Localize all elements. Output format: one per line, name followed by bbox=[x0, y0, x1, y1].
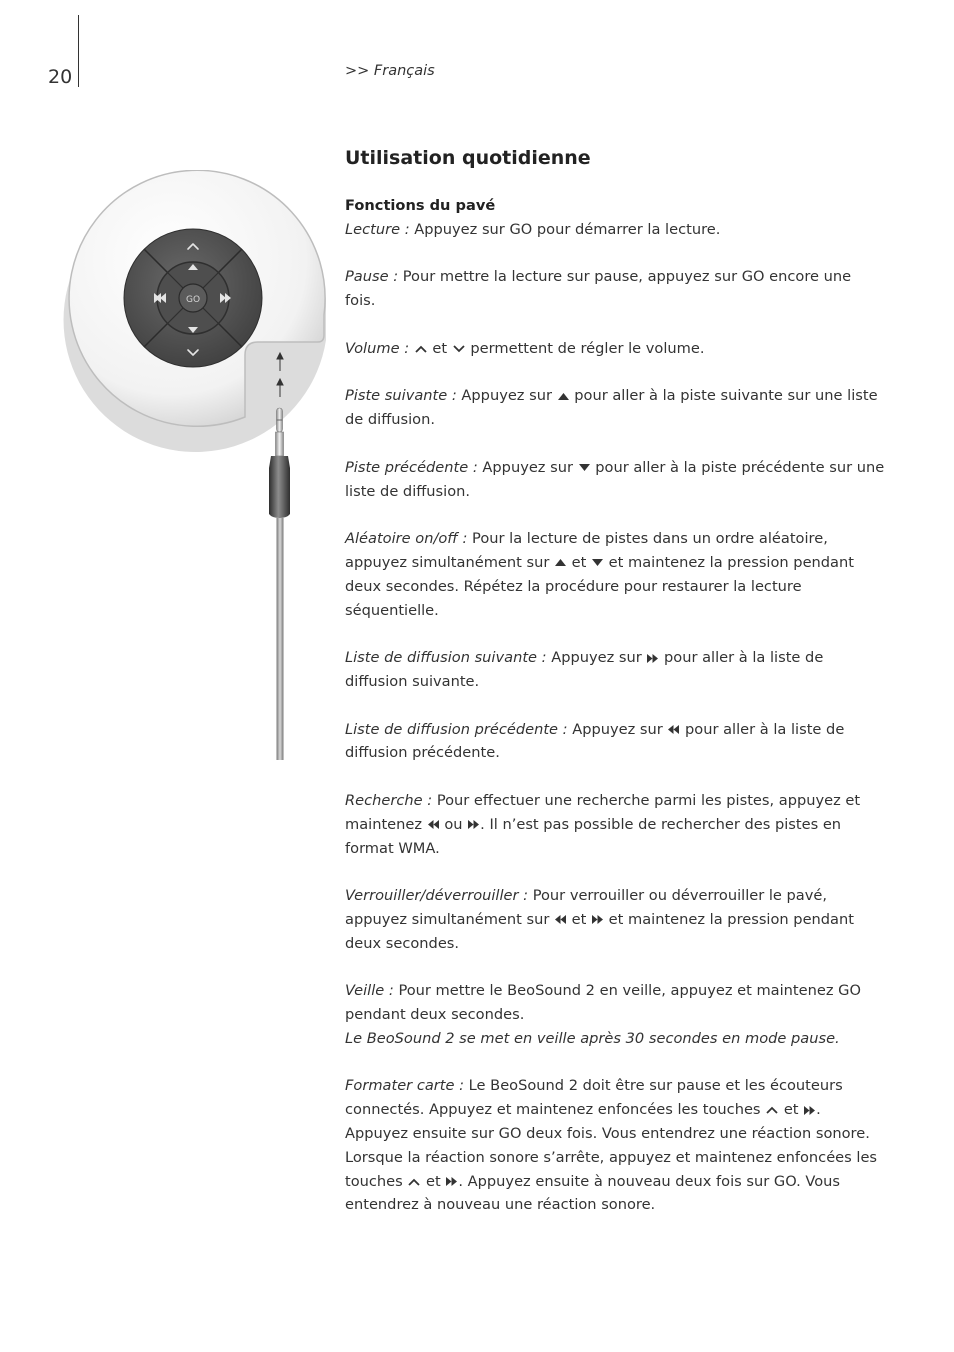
chevron-up-icon bbox=[407, 1177, 421, 1187]
text: Pour mettre la lecture sur pause, appuyez sur bbox=[398, 268, 742, 286]
term-prev-playlist: Liste de diffusion précédente : bbox=[345, 720, 568, 738]
text: encore une fois. bbox=[345, 268, 852, 310]
term-lecture: Lecture : bbox=[345, 220, 410, 238]
go-key-label: GO bbox=[773, 1172, 797, 1190]
term-lock: Verrouiller/déverrouiller : bbox=[345, 887, 529, 905]
page-rule bbox=[78, 15, 79, 87]
go-key-label: GO bbox=[498, 1125, 522, 1143]
page-number: 20 bbox=[48, 66, 73, 88]
standby-note: Le BeoSound 2 se met en veille après 30 secondes en mode pause. bbox=[345, 1029, 840, 1047]
term-standby: Veille : bbox=[345, 982, 394, 1000]
term-search: Recherche : bbox=[345, 791, 433, 809]
term-prev-track: Piste précédente : bbox=[345, 458, 478, 476]
beosound-illustration bbox=[62, 170, 342, 770]
chevron-up-icon bbox=[414, 344, 428, 354]
cable bbox=[277, 518, 284, 760]
text: pour aller à la liste de diffusion précédente. bbox=[345, 720, 845, 762]
text: et bbox=[427, 339, 452, 357]
triangle-up-icon bbox=[557, 392, 570, 401]
go-key-label: GO bbox=[509, 220, 533, 238]
language-link[interactable]: >> Français bbox=[345, 63, 435, 79]
text: Pour verrouiller ou déverrouiller le pavé, appuyez simultanément sur bbox=[345, 887, 827, 928]
paragraph-standby bbox=[345, 979, 885, 1050]
text: permettent de régler le volume. bbox=[465, 339, 705, 357]
page-title: Utilisation quotidienne bbox=[345, 147, 591, 169]
text: . Appuyez ensuite à nouveau deux fois sur bbox=[458, 1172, 774, 1190]
text: pendant deux secondes. bbox=[345, 1006, 525, 1024]
text: Pour effectuer une recherche parmi les pistes, appuyez et maintenez bbox=[345, 791, 861, 833]
text: Appuyez sur bbox=[567, 720, 668, 738]
text: . Il n’est pas possible de rechercher des pistes en format WMA. bbox=[345, 815, 842, 857]
text: Appuyez sur bbox=[456, 387, 557, 405]
functions-content bbox=[345, 194, 885, 1241]
text: Le BeoSound 2 doit être sur pause et les écouteurs connectés. Appuyez et maintenez enfoncées les touches bbox=[345, 1077, 843, 1119]
term-next-track: Piste suivante : bbox=[345, 387, 457, 405]
go-key-label: GO bbox=[741, 268, 765, 286]
fast-forward-icon bbox=[803, 1105, 816, 1116]
text: . Vous entendrez à nouveau une réaction sonore. bbox=[345, 1172, 841, 1214]
text: . Appuyez ensuite sur bbox=[345, 1101, 821, 1143]
text: Appuyez sur bbox=[546, 649, 647, 667]
term-next-playlist: Liste de diffusion suivante : bbox=[345, 649, 547, 667]
fast-forward-icon bbox=[445, 1176, 458, 1187]
triangle-up-icon bbox=[554, 558, 567, 567]
fast-forward-icon bbox=[591, 914, 604, 925]
text: deux fois. Vous entendrez une réaction sonore. Lorsque la réaction sonore s’arrête, appuyez et maintenez enfoncées les touches bbox=[345, 1125, 878, 1190]
text: Pour la lecture de pistes dans un ordre aléatoire, appuyez simultanément sur bbox=[345, 530, 828, 571]
term-format: Formater carte : bbox=[345, 1077, 465, 1095]
go-label: GO bbox=[185, 295, 201, 305]
term-shuffle: Aléatoire on/off : bbox=[345, 530, 468, 548]
term-volume: Volume : bbox=[345, 339, 410, 357]
term-pause: Pause : bbox=[345, 268, 399, 286]
paragraph-volume bbox=[345, 337, 885, 361]
text: pour aller à la liste de diffusion suivante. bbox=[345, 649, 824, 690]
paragraph-next-playlist bbox=[345, 646, 885, 694]
text: et bbox=[567, 553, 591, 571]
text: Appuyez sur bbox=[409, 220, 510, 238]
rewind-icon bbox=[427, 819, 440, 830]
triangle-down-icon bbox=[578, 463, 591, 472]
paragraph-search bbox=[345, 789, 885, 860]
section-heading: Fonctions du pavé bbox=[345, 197, 496, 214]
chevron-down-icon bbox=[452, 344, 466, 354]
text: Pour mettre le BeoSound 2 en veille, appuyez et maintenez bbox=[393, 982, 839, 1000]
text: Appuyez sur bbox=[477, 458, 578, 476]
rewind-icon bbox=[667, 724, 680, 735]
text: et bbox=[421, 1172, 446, 1190]
fast-forward-icon bbox=[467, 819, 480, 830]
text: ou bbox=[439, 815, 468, 833]
text: et maintenez la pression pendant deux secondes. Répétez la procédure pour restaurer la lecture séquentielle. bbox=[345, 553, 854, 619]
paragraph-next-track bbox=[345, 384, 885, 432]
text: pour démarrer la lecture. bbox=[532, 220, 721, 238]
paragraph-pause bbox=[345, 265, 885, 313]
text: et maintenez la pression pendant deux secondes. bbox=[345, 910, 854, 952]
chevron-up-icon bbox=[765, 1105, 779, 1115]
fast-forward-icon bbox=[646, 653, 659, 664]
text: pour aller à la piste suivante sur une liste de diffusion. bbox=[345, 387, 878, 429]
paragraph-shuffle bbox=[345, 527, 885, 622]
paragraph-format bbox=[345, 1074, 885, 1217]
paragraph-prev-playlist bbox=[345, 718, 885, 766]
jack-plug bbox=[269, 456, 290, 518]
text: et bbox=[567, 910, 591, 928]
rewind-icon bbox=[554, 914, 567, 925]
paragraph-lock bbox=[345, 884, 885, 955]
paragraph-lecture bbox=[345, 218, 885, 242]
triangle-down-icon bbox=[591, 558, 604, 567]
go-key-label: GO bbox=[838, 982, 861, 1000]
text: et bbox=[779, 1101, 804, 1119]
paragraph-prev-track bbox=[345, 456, 885, 504]
text: pour aller à la piste précédente sur une liste de diffusion. bbox=[345, 458, 885, 500]
